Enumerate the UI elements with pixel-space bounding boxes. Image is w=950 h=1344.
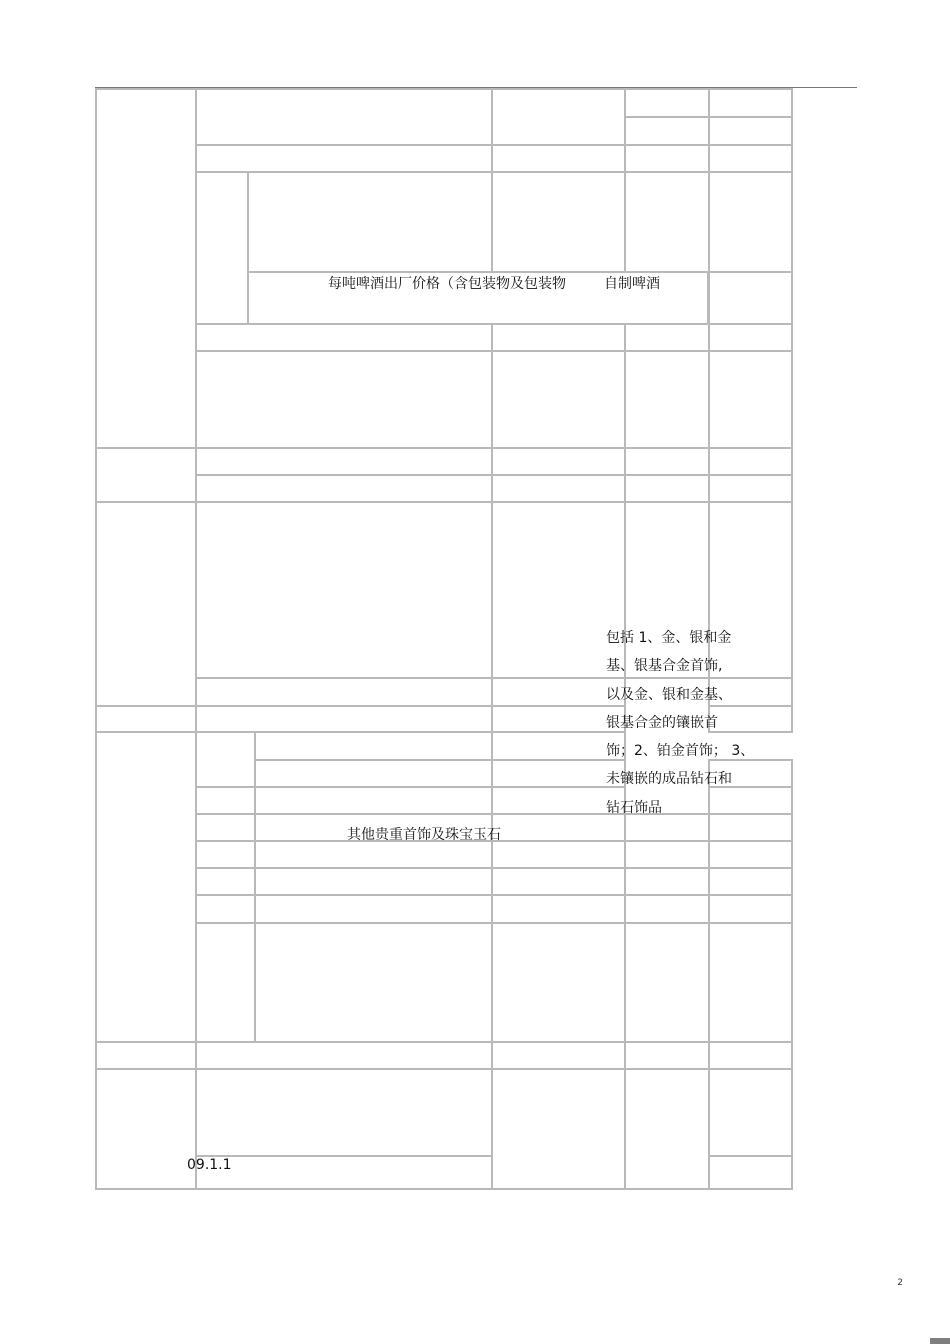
table-cell bbox=[491, 1041, 626, 1070]
table-cell bbox=[491, 474, 626, 503]
item-code: 09.1.1 bbox=[187, 1157, 232, 1173]
table-cell bbox=[195, 350, 493, 449]
table-cell bbox=[708, 1041, 793, 1070]
table-cell bbox=[254, 894, 493, 924]
table-cell bbox=[247, 171, 493, 273]
table-cell bbox=[195, 813, 256, 842]
table-cell bbox=[195, 922, 256, 1043]
table-cell bbox=[624, 323, 710, 352]
table-cell bbox=[195, 1068, 493, 1157]
table-cell bbox=[708, 1068, 793, 1157]
other-jewelry-label: 其他贵重首饰及珠宝玉石 bbox=[347, 827, 501, 843]
table-cell bbox=[491, 840, 626, 869]
table-cell bbox=[195, 705, 493, 733]
jewelry-note-line: 钻石饰品 bbox=[606, 799, 662, 816]
table-cell bbox=[254, 759, 493, 788]
table-cell bbox=[708, 323, 793, 352]
table-cell bbox=[624, 1041, 710, 1070]
table-cell bbox=[491, 350, 626, 449]
jewelry-note-line: 包括 1、金、银和金 bbox=[606, 630, 732, 646]
table-cell bbox=[195, 677, 493, 707]
table-cell bbox=[624, 447, 710, 476]
table-cell bbox=[95, 705, 197, 733]
table-cell bbox=[195, 447, 493, 476]
table-cell bbox=[195, 171, 249, 325]
table-cell bbox=[624, 350, 710, 449]
table-cell bbox=[624, 116, 710, 146]
table-cell bbox=[491, 88, 626, 146]
table-cell bbox=[708, 894, 793, 924]
table-cell bbox=[254, 786, 493, 815]
table-cell bbox=[624, 144, 710, 173]
table-cell bbox=[708, 88, 793, 118]
table-cell bbox=[708, 271, 793, 325]
table-cell bbox=[624, 474, 710, 503]
table-cell bbox=[195, 88, 493, 146]
table-cell bbox=[491, 867, 626, 896]
table-cell bbox=[95, 731, 197, 1043]
table-cell bbox=[708, 474, 793, 503]
jewelry-note-line: 未镶嵌的成品钻石和 bbox=[606, 771, 732, 788]
table-cell bbox=[491, 1068, 626, 1190]
table-cell bbox=[195, 840, 256, 869]
table-cell bbox=[195, 786, 256, 815]
table-cell bbox=[195, 323, 493, 352]
corner-mark bbox=[930, 1338, 950, 1344]
table-cell bbox=[708, 922, 793, 1043]
table-cell bbox=[708, 447, 793, 476]
table-cell bbox=[624, 922, 710, 1043]
table-cell bbox=[195, 1155, 493, 1190]
table-cell bbox=[624, 88, 710, 118]
table-cell bbox=[624, 171, 710, 273]
table-cell bbox=[491, 894, 626, 924]
table-cell bbox=[254, 731, 493, 761]
jewelry-note-line: 银基合金的镶嵌首 bbox=[606, 714, 718, 731]
table-cell bbox=[491, 144, 626, 173]
table-cell bbox=[708, 116, 793, 146]
table-cell bbox=[624, 1068, 710, 1190]
table-cell bbox=[95, 1041, 197, 1070]
jewelry-note-line: 以及金、银和金基、 bbox=[606, 686, 732, 703]
table-cell bbox=[95, 447, 197, 503]
table-cell bbox=[95, 501, 197, 707]
table-cell bbox=[195, 501, 493, 679]
beer-price-label: 每吨啤酒出厂价格（含包装物及包装物 bbox=[328, 276, 566, 292]
table-cell bbox=[708, 1155, 793, 1190]
table-cell bbox=[195, 144, 493, 173]
table-cell bbox=[708, 350, 793, 449]
table-cell bbox=[624, 867, 710, 896]
jewelry-note-line: 基、银基合金首饰, bbox=[606, 658, 723, 675]
table-cell bbox=[491, 323, 626, 352]
jewelry-note-line: 饰；2、铂金首饰； 3、 bbox=[606, 743, 755, 760]
table-cell bbox=[254, 840, 493, 869]
table-cell bbox=[95, 1068, 197, 1190]
table-cell bbox=[195, 894, 256, 924]
page-number: 2 bbox=[897, 1278, 903, 1288]
table-cell bbox=[624, 840, 710, 869]
self-made-beer-label: 自制啤酒 bbox=[604, 276, 660, 292]
table-cell bbox=[624, 894, 710, 924]
table-cell bbox=[195, 731, 256, 788]
table-cell bbox=[195, 867, 256, 896]
table-cell bbox=[95, 88, 197, 449]
table-cell bbox=[708, 840, 793, 869]
table-cell bbox=[708, 867, 793, 896]
table-cell bbox=[708, 171, 793, 273]
table-cell bbox=[195, 1041, 493, 1070]
table-cell bbox=[195, 474, 493, 503]
table-cell bbox=[254, 867, 493, 896]
table-cell bbox=[491, 171, 626, 273]
table-cell bbox=[491, 922, 626, 1043]
jewelry-note bbox=[606, 624, 771, 822]
table-cell bbox=[254, 922, 493, 1043]
table-cell bbox=[708, 144, 793, 173]
table-cell bbox=[491, 447, 626, 476]
